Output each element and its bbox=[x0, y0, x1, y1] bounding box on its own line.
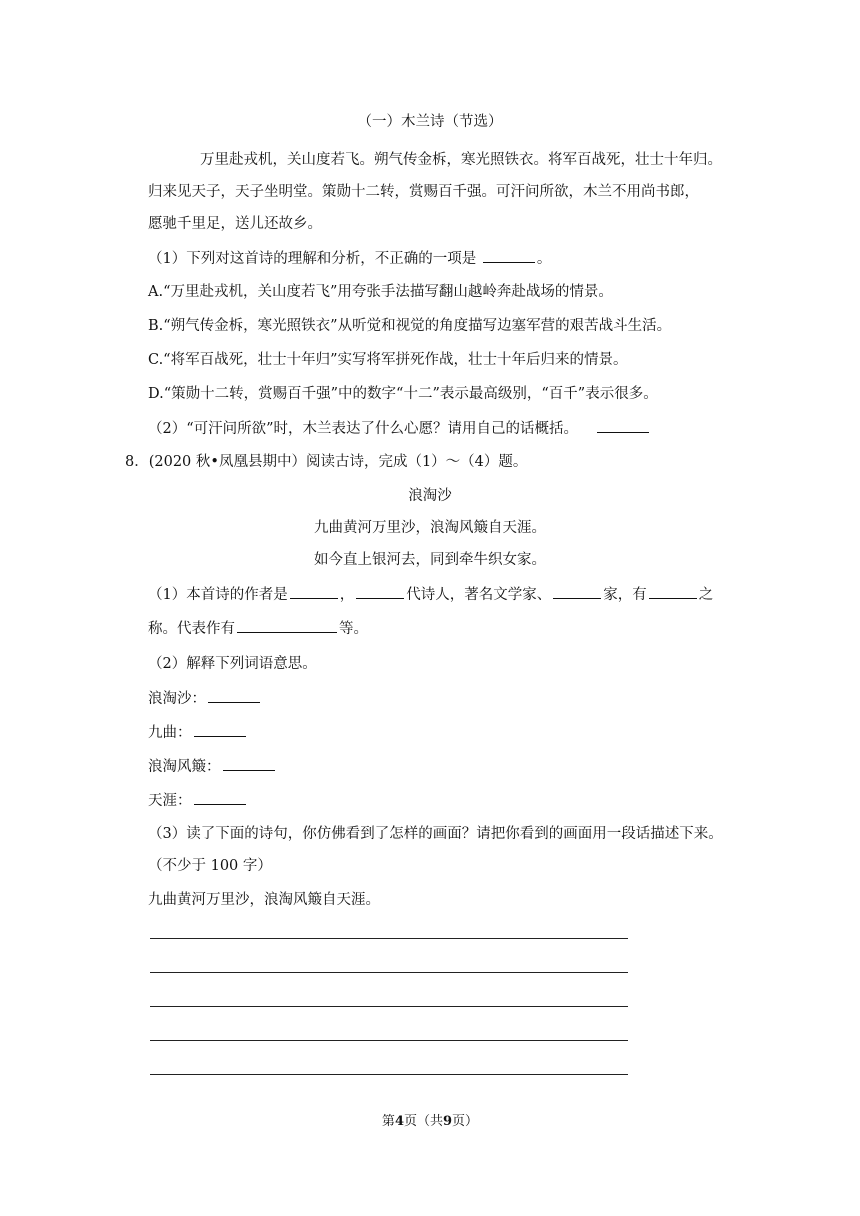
poem-line-2: 归来见天子，天子坐明堂。策勋十二转，赏赐百千强。可汗问所欲，木兰不用尚书郎， bbox=[148, 184, 699, 200]
term-1 bbox=[148, 688, 262, 709]
term-3 bbox=[148, 756, 277, 777]
answer-blank-works[interactable] bbox=[237, 618, 337, 633]
answer-line[interactable] bbox=[150, 1074, 628, 1075]
answer-blank-role[interactable] bbox=[553, 584, 601, 599]
footer-text: 页（共 bbox=[403, 1114, 443, 1129]
term-4 bbox=[148, 790, 248, 811]
page-number: 4 bbox=[394, 1114, 404, 1129]
answer-blank[interactable] bbox=[194, 790, 246, 805]
answer-blank[interactable] bbox=[597, 418, 649, 433]
q1-text-c: 代诗人，著名文学家、 bbox=[406, 587, 552, 603]
poem-title: 浪淘沙 bbox=[408, 488, 452, 504]
term-label: 浪淘风簸： bbox=[148, 759, 221, 775]
question-8-1 bbox=[148, 584, 713, 605]
term-label: 浪淘沙： bbox=[148, 691, 206, 707]
answer-line[interactable] bbox=[150, 1006, 628, 1007]
poem-line-3: 愿驰千里足，送儿还故乡。 bbox=[148, 216, 322, 232]
term-label: 天涯： bbox=[148, 793, 192, 809]
question-8-2: （2）解释下列词语意思。 bbox=[148, 656, 317, 672]
answer-line[interactable] bbox=[150, 1040, 628, 1041]
q1-line2-end: 等。 bbox=[339, 621, 368, 637]
poem-line-2: 如今直上银河去，同到牵牛织女家。 bbox=[314, 552, 546, 568]
question-8-header: 8．(2020 秋•凤凰县期中）阅读古诗，完成（1）～（4）题。 bbox=[125, 454, 528, 470]
answer-blank[interactable] bbox=[208, 688, 260, 703]
answer-blank-author[interactable] bbox=[290, 584, 338, 599]
question-1-text: （1）下列对这首诗的理解和分析，不正确的一项是 bbox=[148, 251, 477, 267]
answer-blank-dynasty[interactable] bbox=[356, 584, 404, 599]
question-2 bbox=[148, 418, 651, 439]
option-c: C.“将军百战死，壮士十年归”实写将军拼死作战，壮士十年后归来的情景。 bbox=[148, 352, 628, 368]
answer-blank-title[interactable] bbox=[649, 584, 697, 599]
question-1 bbox=[148, 248, 551, 269]
question-1-end: 。 bbox=[536, 251, 552, 267]
section-title: （一）木兰诗（节选） bbox=[357, 114, 503, 130]
term-2 bbox=[148, 722, 248, 743]
option-d: D.“策勋十二转，赏赐百千强”中的数字“十二”表示最高级别，“百千”表示很多。 bbox=[148, 386, 658, 402]
answer-line[interactable] bbox=[150, 972, 628, 973]
q1-text-e: 之 bbox=[698, 587, 714, 603]
q1-text-d: 家，有 bbox=[603, 587, 647, 603]
answer-line[interactable] bbox=[150, 938, 628, 939]
footer-text: 页） bbox=[452, 1114, 479, 1129]
poem-line-1: 九曲黄河万里沙，浪淘风簸自天涯。 bbox=[314, 520, 546, 536]
answer-blank[interactable] bbox=[223, 756, 275, 771]
poem-line-1: 万里赴戎机，关山度若飞。朔气传金柝，寒光照铁衣。将军百战死，壮士十年归。 bbox=[200, 152, 722, 168]
question-8-1-cont bbox=[148, 618, 368, 639]
page-footer bbox=[0, 1112, 860, 1132]
question-8-3: （3）读了下面的诗句，你仿佛看到了怎样的画面？请把你看到的画面用一段话描述下来。 bbox=[148, 826, 723, 842]
q1-text-a: （1）本首诗的作者是 bbox=[148, 587, 288, 603]
q1-line2-start: 称。代表作有 bbox=[148, 621, 235, 637]
option-b: B.“朔气传金柝，寒光照铁衣”从听觉和视觉的角度描写边塞军营的艰苦战斗生活。 bbox=[148, 318, 672, 334]
question-8-3-cont: （不少于 100 字） bbox=[148, 858, 272, 874]
quoted-poem-lines: 九曲黄河万里沙，浪淘风簸自天涯。 bbox=[148, 892, 380, 908]
option-a: A.“万里赴戎机，关山度若飞”用夸张手法描写翻山越岭奔赴战场的情景。 bbox=[148, 284, 613, 300]
term-label: 九曲： bbox=[148, 725, 192, 741]
question-2-text: （2）“可汗问所欲”时，木兰表达了什么心愿？请用自己的话概括。 bbox=[148, 421, 579, 437]
answer-blank[interactable] bbox=[483, 248, 535, 263]
answer-blank[interactable] bbox=[194, 722, 246, 737]
footer-text: 第 bbox=[381, 1114, 395, 1129]
total-pages: 9 bbox=[443, 1114, 453, 1129]
q1-text-b: ， bbox=[339, 587, 355, 603]
